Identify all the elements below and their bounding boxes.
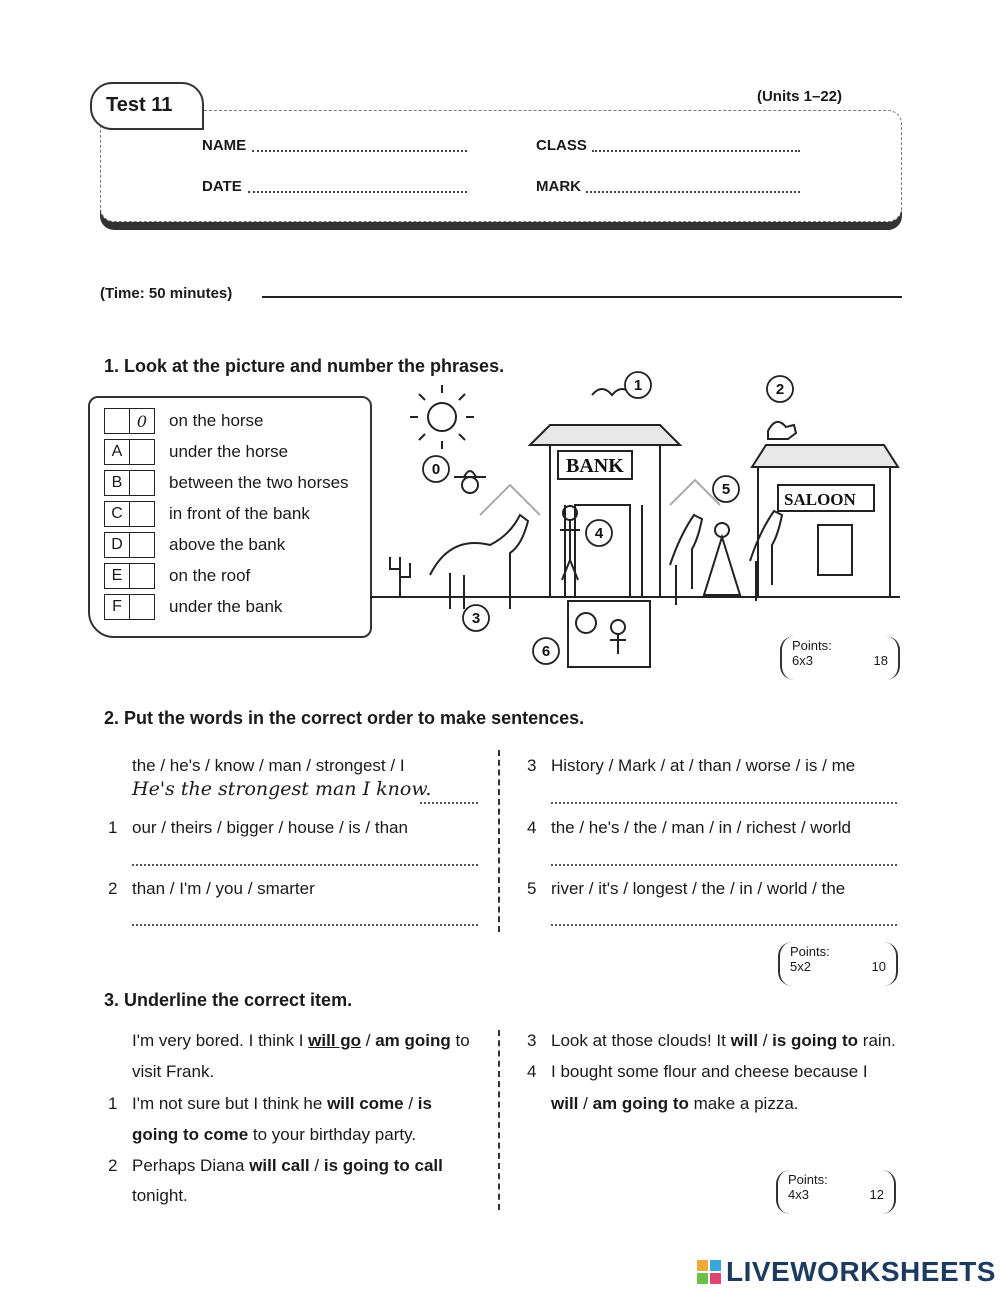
ex2-example-words: the / he's / know / man / strongest / I xyxy=(132,756,405,775)
ex2-item-5-num: 5 xyxy=(527,879,537,898)
marker-1 xyxy=(625,372,651,398)
letter-cell: A xyxy=(104,439,130,465)
ex3-item-2 xyxy=(132,1156,443,1176)
ex2-item-4-num: 4 xyxy=(527,818,537,837)
horse-middle-icon xyxy=(670,515,702,605)
sentence-text: make a pizza. xyxy=(688,1094,799,1113)
ex3-item-3 xyxy=(551,1031,896,1051)
ex2-example-answer: He's the strongest man I know. xyxy=(132,778,432,800)
option-will-go[interactable]: will go xyxy=(308,1031,362,1050)
class-field[interactable] xyxy=(592,140,800,152)
ex3-item-3-num: 3 xyxy=(527,1031,537,1050)
ex1-title: 1. Look at the picture and number the phrases. xyxy=(104,356,505,376)
ex2-item-3-num: 3 xyxy=(527,756,537,775)
option-will[interactable]: will xyxy=(730,1031,758,1050)
date-field[interactable] xyxy=(248,181,467,193)
class-label: CLASS xyxy=(536,137,587,154)
horse-left-icon xyxy=(430,515,528,609)
answer-cell[interactable] xyxy=(130,501,155,527)
phrase: on the roof xyxy=(169,566,251,585)
list-item xyxy=(104,501,310,527)
letter-cell: E xyxy=(104,563,130,589)
ex2-item-2-num: 2 xyxy=(108,879,118,898)
ex3-item-2-line2: tonight. xyxy=(132,1186,188,1205)
ex2-item-5-words: river / it's / longest / the / in / world / the xyxy=(551,879,846,898)
points-label: Points: xyxy=(790,944,830,959)
time-line xyxy=(262,296,902,298)
logo-text: LIVEWORKSHEETS xyxy=(726,1256,996,1287)
svg-text:0: 0 xyxy=(431,461,441,478)
separator: / xyxy=(578,1094,593,1113)
name-label: NAME xyxy=(202,137,247,154)
column-divider xyxy=(498,1030,500,1210)
phrase: under the horse xyxy=(169,442,289,461)
ex2-item-3-words: History / Mark / at / than / worse / is / me xyxy=(551,756,856,775)
cowboy-icon xyxy=(454,471,486,477)
svg-text:4: 4 xyxy=(594,525,604,542)
option-is-going-to-call[interactable]: is going to call xyxy=(323,1156,443,1175)
phrase: in front of the bank xyxy=(169,504,310,523)
sentence-text: I'm very bored. I think I xyxy=(132,1031,309,1050)
cactus-icon xyxy=(390,557,410,597)
list-item xyxy=(104,470,349,496)
marker-4 xyxy=(586,520,612,546)
test-label: Test 11 xyxy=(106,94,173,116)
ex3-title: 3. Underline the correct item. xyxy=(104,990,353,1010)
ex3-item-1 xyxy=(132,1094,432,1114)
sentence-text: to xyxy=(450,1031,470,1050)
liveworksheets-logo[interactable] xyxy=(696,1256,996,1288)
ex3-item-4-line2 xyxy=(551,1094,799,1114)
test-number-tab xyxy=(90,82,204,130)
date-label: DATE xyxy=(202,178,242,195)
ex2-points-box xyxy=(778,942,898,986)
svg-text:2: 2 xyxy=(775,381,785,398)
answer-cell[interactable] xyxy=(130,439,155,465)
answer-cell[interactable]: 0 xyxy=(130,408,155,434)
sentence-text: to your birthday party. xyxy=(248,1125,417,1144)
column-divider xyxy=(498,750,500,932)
option-am-going-to[interactable]: am going to xyxy=(592,1094,689,1113)
svg-text:1: 1 xyxy=(633,377,643,394)
ex2-item-4-words: the / he's / the / man / in / richest / world xyxy=(551,818,851,837)
list-item xyxy=(104,563,250,589)
ex3-item-4-num: 4 xyxy=(527,1062,537,1081)
ex3-example-line2: visit Frank. xyxy=(132,1062,215,1081)
option-is-going-to-come-cont[interactable]: going to come xyxy=(132,1125,249,1144)
marker-3 xyxy=(463,605,489,631)
lady-icon xyxy=(704,537,740,595)
list-item xyxy=(104,408,264,434)
ex2-item-1-num: 1 xyxy=(108,818,118,837)
underground-vault xyxy=(568,601,650,667)
ex1-points-box xyxy=(780,636,900,680)
ex2-item-1-words: our / theirs / bigger / house / is / than xyxy=(132,818,408,837)
ex1-phrase-list xyxy=(88,396,372,638)
separator: / xyxy=(309,1156,324,1175)
marker-6 xyxy=(533,638,559,664)
ex3-example xyxy=(132,1031,470,1051)
ex2-item-4-answer-line[interactable] xyxy=(551,862,897,866)
ex3-points-box xyxy=(776,1170,896,1214)
phrase: under the bank xyxy=(169,597,283,616)
list-item xyxy=(104,594,282,620)
ex3-item-2-num: 2 xyxy=(108,1156,118,1175)
points-calc: 6x3 xyxy=(792,653,813,668)
phrase: above the bank xyxy=(169,535,286,554)
bank-sign-text: BANK xyxy=(566,455,624,477)
points-total: 10 xyxy=(871,959,886,974)
list-item xyxy=(104,532,285,558)
sentence-text: I'm not sure but I think he xyxy=(132,1094,328,1113)
points-label: Points: xyxy=(788,1172,828,1187)
mark-field[interactable] xyxy=(586,181,800,193)
separator: / xyxy=(757,1031,773,1050)
time-label: (Time: 50 minutes) xyxy=(100,285,233,302)
dog-icon xyxy=(768,422,796,439)
ex2-item-3-answer-line[interactable] xyxy=(551,800,897,804)
letter-cell: C xyxy=(104,501,130,527)
answer-cell[interactable] xyxy=(130,532,155,558)
marker-5 xyxy=(713,476,739,502)
ex2-item-2-answer-line[interactable] xyxy=(132,922,478,926)
phrase: between the two horses xyxy=(169,473,349,492)
logo-grid-icon xyxy=(696,1259,722,1285)
phrase: on the horse xyxy=(169,411,264,430)
letter-cell xyxy=(104,408,130,434)
points-label: Points: xyxy=(792,638,832,653)
marker-0 xyxy=(423,456,449,482)
western-town-picture xyxy=(370,365,900,675)
name-field[interactable] xyxy=(252,140,467,152)
example-dotline xyxy=(420,800,478,804)
option-is-going-to-come[interactable]: is xyxy=(417,1094,432,1113)
student-info-box xyxy=(100,110,902,222)
ex3-item-4: I bought some flour and cheese because I xyxy=(551,1062,868,1081)
option-will[interactable]: will xyxy=(551,1094,579,1113)
svg-text:3: 3 xyxy=(471,610,481,627)
letter-cell: B xyxy=(104,470,130,496)
points-total: 12 xyxy=(869,1187,884,1202)
ex2-item-5-answer-line[interactable] xyxy=(551,922,897,926)
sentence-text: rain. xyxy=(858,1031,896,1050)
option-is-going-to[interactable]: is going to xyxy=(772,1031,859,1050)
units-label: (Units 1–22) xyxy=(756,88,842,105)
sentence-text: Perhaps Diana xyxy=(132,1156,250,1175)
svg-text:6: 6 xyxy=(541,643,551,660)
option-will-come[interactable]: will come xyxy=(327,1094,404,1113)
option-am-going[interactable]: am going xyxy=(375,1031,451,1050)
list-item xyxy=(104,439,288,465)
separator: / xyxy=(361,1031,376,1050)
answer-cell[interactable] xyxy=(130,470,155,496)
answer-cell[interactable] xyxy=(130,594,155,620)
ex3-item-1-num: 1 xyxy=(108,1094,118,1113)
answer-cell[interactable] xyxy=(130,563,155,589)
ex2-title: 2. Put the words in the correct order to make sentences. xyxy=(104,708,585,728)
points-total: 18 xyxy=(873,653,888,668)
points-calc: 4x3 xyxy=(788,1187,809,1202)
saloon-sign-text: SALOON xyxy=(784,490,856,509)
ex2-item-2-words: than / I'm / you / smarter xyxy=(132,879,315,898)
sentence-text: Look at those clouds! It xyxy=(551,1031,731,1050)
letter-cell: F xyxy=(104,594,130,620)
ex2-item-1-answer-line[interactable] xyxy=(132,862,478,866)
option-will-call[interactable]: will call xyxy=(249,1156,310,1175)
separator: / xyxy=(403,1094,418,1113)
ex3-item-1-line2 xyxy=(132,1125,416,1145)
svg-text:5: 5 xyxy=(721,481,731,498)
points-calc: 5x2 xyxy=(790,959,811,974)
mark-label: MARK xyxy=(536,178,581,195)
letter-cell: D xyxy=(104,532,130,558)
marker-2 xyxy=(767,376,793,402)
sun-icon xyxy=(428,403,456,431)
